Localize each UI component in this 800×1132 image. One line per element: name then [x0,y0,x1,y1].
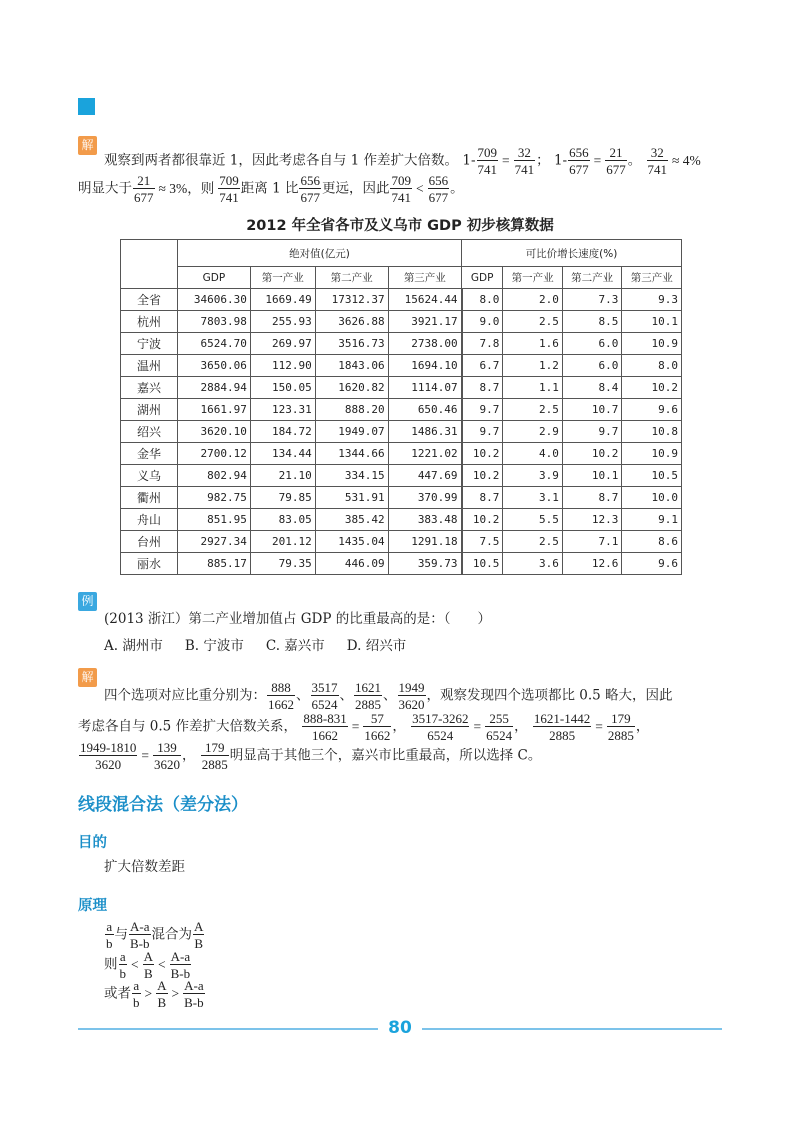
value-cell: 184.72 [250,421,315,443]
table-header-row [121,240,682,267]
value-cell: 9.3 [622,289,682,311]
value-cell: 2.0 [503,289,563,311]
table-row [121,443,682,465]
value-cell: 17312.37 [315,289,388,311]
value-cell: 2.5 [503,311,563,333]
value-cell: 1221.02 [388,443,461,465]
value-cell: 9.7 [562,421,622,443]
column-header: 第一产业 [503,267,563,289]
period: 。 [450,180,464,197]
purpose-text: 扩大倍数差距 [104,859,185,875]
separator: 、 [339,687,353,704]
region-cell: 衢州 [121,487,178,509]
value-cell: 9.6 [622,553,682,575]
value-cell: 3620.10 [178,421,251,443]
region-cell: 温州 [121,355,178,377]
table-row [121,531,682,553]
value-cell: 269.97 [250,333,315,355]
value-cell: 1291.18 [388,531,461,553]
fraction: $\frac{A-a}{B-b}$ [130,919,150,951]
fraction: $\frac{a}{b}$ [119,949,126,981]
value-cell: 1.1 [503,377,563,399]
value-cell: 8.6 [622,531,682,553]
fraction: $\frac{179}{2885}$ [201,740,228,772]
fraction: $\frac{1949-1810}{3620}$ [80,740,137,772]
equals: = [595,718,603,734]
gdp-table [120,239,682,575]
region-cell: 金华 [121,443,178,465]
footer-rule-left [78,1028,378,1030]
column-header: 第一产业 [250,267,315,289]
group-header-growth: 可比价增长速度(%) [462,240,682,267]
expr-prefix: 1- [553,152,568,169]
period: 。 [627,152,642,169]
value-cell: 851.95 [178,509,251,531]
fraction: $\frac{a}{b}$ [133,978,140,1010]
solution-text: 明显高于其他三个，嘉兴市比重最高，所以选择 C。 [229,747,542,764]
fraction: $\frac{A-a}{B-b}$ [170,949,191,981]
value-cell: 3516.73 [315,333,388,355]
option-c: C. 嘉兴市 [265,638,325,654]
value-cell: 9.0 [462,311,503,333]
fraction: $\frac{1949}{3620}$ [398,680,425,712]
region-cell: 湖州 [121,399,178,421]
separator: ； [536,152,550,169]
column-header: GDP [178,267,251,289]
separator: ， [514,718,528,735]
value-cell: 8.0 [622,355,682,377]
value-cell: 6.7 [462,355,503,377]
option-a: A. 湖州市 [104,638,163,654]
solution-text: 考虑各自与 0.5 作差扩大倍数关系， [78,718,298,735]
value-cell: 79.85 [250,487,315,509]
separator: ， [181,747,196,764]
table-row [121,377,682,399]
value-cell: 6524.70 [178,333,251,355]
solution-text: 观察到两者都很靠近 1，因此考虑各自与 1 作差扩大倍数。 [104,152,459,169]
fraction: $\frac{3517}{6524}$ [311,680,338,712]
solution-badge: 解 [78,136,97,155]
fraction: $\frac{888}{1662}$ [268,680,294,712]
column-header: 第三产业 [622,267,682,289]
approx-value: ≈ 3%，则 [158,180,215,196]
value-cell: 255.93 [250,311,315,333]
value-cell: 982.75 [178,487,251,509]
value-cell: 3.1 [503,487,563,509]
fraction: $\frac{32}{741}$ [514,145,535,177]
solution-1-line-1 [104,146,704,176]
fraction: $\frac{3517-3262}{6524}$ [412,711,469,743]
value-cell: 2.9 [503,421,563,443]
value-cell: 6.0 [562,333,622,355]
value-cell: 8.7 [462,377,503,399]
value-cell: 1114.07 [388,377,461,399]
value-cell: 1344.66 [315,443,388,465]
value-cell: 3921.17 [388,311,461,333]
value-cell: 10.5 [622,465,682,487]
solution-2-line-3 [78,741,541,771]
column-header: 第三产业 [388,267,461,289]
value-cell: 9.1 [622,509,682,531]
example-options [104,636,406,656]
value-cell: 10.1 [562,465,622,487]
value-cell: 10.1 [622,311,682,333]
fraction: $\frac{A}{B}$ [143,949,154,981]
expr-prefix: 1- [462,152,476,169]
table-title: 2012 年全省各市及义乌市 GDP 初步核算数据 [246,218,554,234]
value-cell: 7.3 [562,289,622,311]
region-cell: 丽水 [121,553,178,575]
value-cell: 2.5 [503,531,563,553]
table-subheader-row [121,267,682,289]
value-cell: 1486.31 [388,421,461,443]
less-than: < [158,956,166,972]
table-row [121,311,682,333]
table-row [121,355,682,377]
solution-text: 距离 1 比 [240,180,299,197]
value-cell: 1.6 [503,333,563,355]
principle-text: 或者 [104,985,131,1002]
value-cell: 10.0 [622,487,682,509]
value-cell: 10.2 [462,509,503,531]
value-cell: 531.91 [315,487,388,509]
equals: = [473,718,482,734]
value-cell: 4.0 [503,443,563,465]
table-row [121,509,682,531]
region-cell: 杭州 [121,311,178,333]
value-cell: 9.6 [622,399,682,421]
value-cell: 7.8 [462,333,503,355]
less-than: < [415,180,424,196]
fraction: $\frac{709}{741}$ [391,173,411,205]
greater-than: > [171,985,180,1001]
fraction: $\frac{1621}{2885}$ [355,680,381,712]
value-cell: 7.1 [562,531,622,553]
value-cell: 8.4 [562,377,622,399]
value-cell: 1620.82 [315,377,388,399]
fraction: $\frac{32}{741}$ [647,145,668,177]
value-cell: 8.5 [562,311,622,333]
value-cell: 134.44 [250,443,315,465]
value-cell: 10.9 [622,333,682,355]
value-cell: 802.94 [178,465,251,487]
value-cell: 10.2 [622,377,682,399]
separator: ， [392,718,406,735]
equals: = [141,747,149,763]
fraction: $\frac{709}{741}$ [477,145,498,177]
value-cell: 10.2 [562,443,622,465]
value-cell: 2700.12 [178,443,251,465]
value-cell: 2.5 [503,399,563,421]
region-cell: 舟山 [121,509,178,531]
principle-line-3 [104,979,206,1009]
value-cell: 10.7 [562,399,622,421]
value-cell: 201.12 [250,531,315,553]
value-cell: 7803.98 [178,311,251,333]
value-cell: 21.10 [250,465,315,487]
less-than: < [131,956,139,972]
purpose-heading: 目的 [78,835,107,851]
fraction: $\frac{21}{677}$ [134,173,154,205]
value-cell: 6.0 [562,355,622,377]
value-cell: 446.09 [315,553,388,575]
table-corner-cell [121,240,178,289]
principle-text: 混合为 [151,926,192,943]
fraction: $\frac{A}{B}$ [157,978,167,1010]
fraction: $\frac{255}{6524}$ [486,711,513,743]
value-cell: 10.2 [462,465,503,487]
value-cell: 34606.30 [178,289,251,311]
value-cell: 1.2 [503,355,563,377]
column-header: GDP [462,267,503,289]
fraction: $\frac{21}{677}$ [606,145,626,177]
principle-text: 与 [114,926,128,943]
separator: 、 [296,687,310,704]
solution-text: ，观察发现四个选项都比 0.5 略大，因此 [426,687,673,704]
value-cell: 10.2 [462,443,503,465]
example-badge: 例 [78,592,97,611]
value-cell: 8.0 [462,289,503,311]
value-cell: 7.5 [462,531,503,553]
table-row [121,399,682,421]
value-cell: 112.90 [250,355,315,377]
value-cell: 8.7 [462,487,503,509]
greater-than: > [144,985,153,1001]
solution-2-line-2 [78,712,649,742]
value-cell: 8.7 [562,487,622,509]
table-row [121,487,682,509]
fraction: $\frac{1621-1442}{2885}$ [533,711,591,743]
region-cell: 宁波 [121,333,178,355]
value-cell: 83.05 [250,509,315,531]
value-cell: 79.35 [250,553,315,575]
fraction: $\frac{709}{741}$ [219,173,239,205]
region-cell: 全省 [121,289,178,311]
region-cell: 台州 [121,531,178,553]
value-cell: 1843.06 [315,355,388,377]
value-cell: 2884.94 [178,377,251,399]
option-b: B. 宁波市 [184,638,244,654]
value-cell: 370.99 [388,487,461,509]
value-cell: 3650.06 [178,355,251,377]
value-cell: 10.5 [462,553,503,575]
fraction: $\frac{A}{B}$ [194,919,204,951]
table-row [121,553,682,575]
value-cell: 2738.00 [388,333,461,355]
table-row [121,421,682,443]
fraction: $\frac{57}{1662}$ [364,711,391,743]
value-cell: 10.9 [622,443,682,465]
group-header-absolute: 绝对值(亿元) [178,240,462,267]
approx-value: ≈ 4% [672,152,701,168]
value-cell: 385.42 [315,509,388,531]
value-cell: 359.73 [388,553,461,575]
value-cell: 1694.10 [388,355,461,377]
value-cell: 150.05 [250,377,315,399]
table-row [121,465,682,487]
value-cell: 1661.97 [178,399,251,421]
equals: = [351,718,360,734]
value-cell: 9.7 [462,399,503,421]
table-row [121,289,682,311]
column-header: 第二产业 [562,267,622,289]
equals: = [593,152,602,168]
page-number: 80 [388,1018,412,1038]
value-cell: 12.6 [562,553,622,575]
value-cell: 2927.34 [178,531,251,553]
value-cell: 15624.44 [388,289,461,311]
principle-line-2 [104,950,192,980]
region-cell: 绍兴 [121,421,178,443]
fraction: $\frac{A-a}{B-b}$ [184,978,204,1010]
table-row [121,333,682,355]
value-cell: 1435.04 [315,531,388,553]
section-title: 线段混合法（差分法） [78,795,248,815]
value-cell: 3.9 [503,465,563,487]
principle-heading: 原理 [78,898,107,914]
value-cell: 123.31 [250,399,315,421]
value-cell: 9.7 [462,421,503,443]
value-cell: 650.46 [388,399,461,421]
value-cell: 3626.88 [315,311,388,333]
solution-text: 明显大于 [78,180,132,197]
separator: 、 [383,687,397,704]
region-cell: 义乌 [121,465,178,487]
value-cell: 1669.49 [250,289,315,311]
value-cell: 12.3 [562,509,622,531]
fraction: $\frac{656}{677}$ [300,173,320,205]
value-cell: 885.17 [178,553,251,575]
value-cell: 447.69 [388,465,461,487]
solution-text: 四个选项对应比重分别为： [104,687,266,704]
solution-text: 更远，因此 [321,180,390,197]
fraction: $\frac{a}{b}$ [106,919,113,951]
section-marker-square [78,98,95,115]
example-question: (2013 浙江）第二产业增加值占 GDP 的比重最高的是：（ ） [104,611,491,627]
column-header: 第二产业 [315,267,388,289]
solution-1-line-2 [78,174,464,204]
separator: ， [635,718,650,735]
value-cell: 888.20 [315,399,388,421]
value-cell: 5.5 [503,509,563,531]
value-cell: 10.8 [622,421,682,443]
value-cell: 1949.07 [315,421,388,443]
solution-badge: 解 [78,668,97,687]
equals: = [502,152,510,168]
region-cell: 嘉兴 [121,377,178,399]
value-cell: 383.48 [388,509,461,531]
principle-line-1 [104,920,205,950]
principle-text: 则 [104,956,118,973]
footer-rule-right [422,1028,722,1030]
solution-2-line-1 [104,681,673,711]
fraction: $\frac{888-831}{1662}$ [303,711,347,743]
fraction: $\frac{179}{2885}$ [607,711,634,743]
option-d: D. 绍兴市 [346,638,407,654]
fraction: $\frac{656}{677}$ [569,145,589,177]
value-cell: 3.6 [503,553,563,575]
fraction: $\frac{656}{677}$ [428,173,449,205]
fraction: $\frac{139}{3620}$ [153,740,180,772]
value-cell: 334.15 [315,465,388,487]
